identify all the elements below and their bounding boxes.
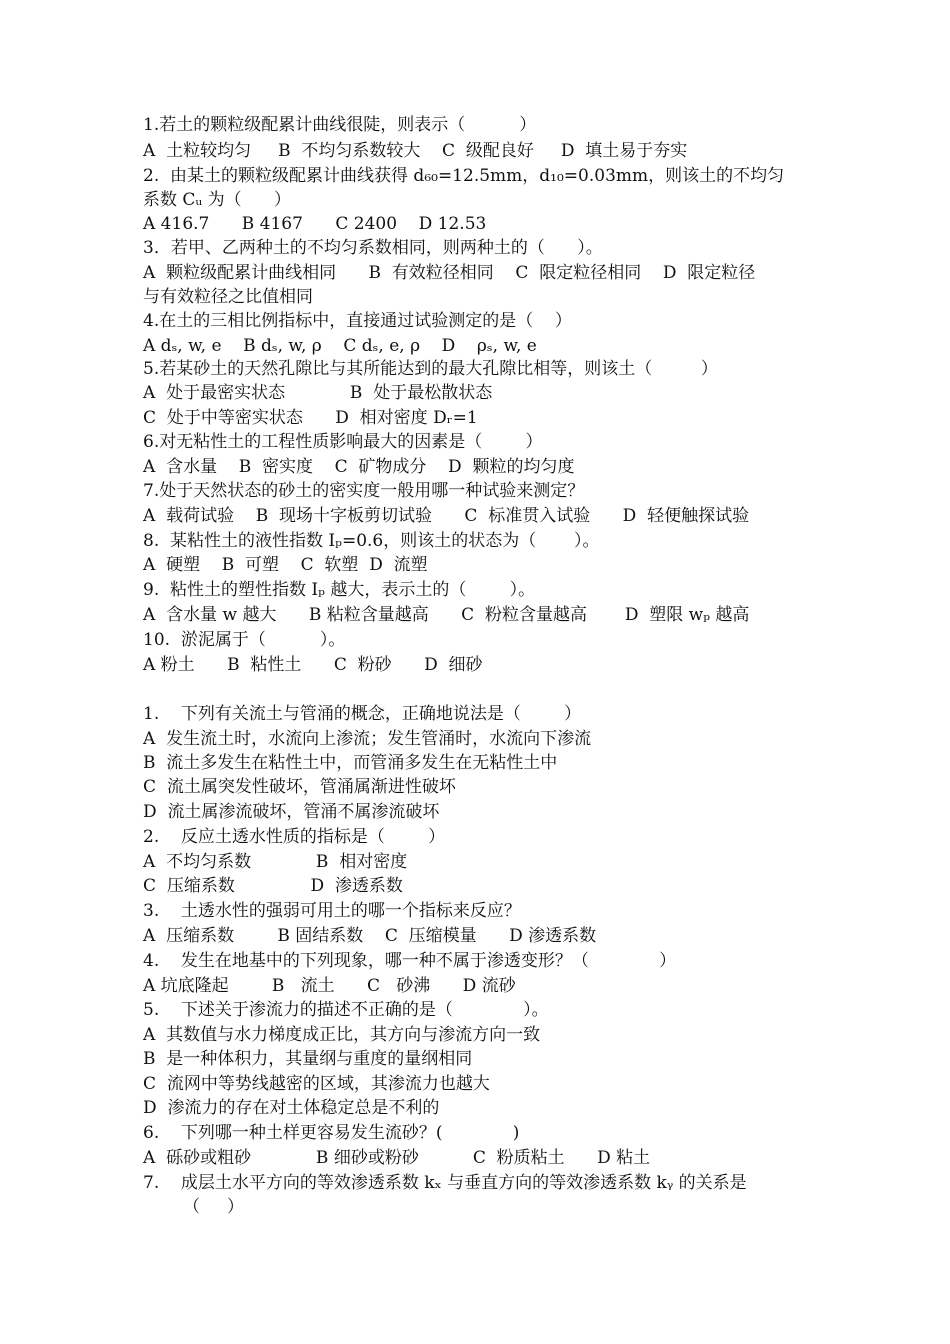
sec2-line: 7. 成层土水平方向的等效渗透系数 kₓ 与垂直方向的等效渗透系数 kᵧ 的关系是: [143, 1173, 747, 1193]
sec2-line: 6. 下列哪一种土样更容易发生流砂？( ): [143, 1123, 520, 1143]
sec1-line: 6.对无粘性土的工程性质影响最大的因素是（ ）: [143, 432, 543, 452]
sec1-line: 5.若某砂土的天然孔隙比与其所能达到的最大孔隙比相等，则该土（ ）: [143, 359, 718, 379]
sec1-line: A 416.7 B 4167 C 2400 D 12.53: [143, 214, 487, 234]
sec1-line: A dₛ, w, e B dₛ, w, ρ C dₛ, e, ρ D ρₛ, w, e: [143, 336, 537, 356]
sec2-line: A 发生流土时，水流向上渗流；发生管涌时，水流向下渗流: [143, 729, 592, 749]
sec2-line: A 压缩系数 B 固结系数 C 压缩模量 D 渗透系数: [143, 926, 597, 946]
sec1-line: 10. 淤泥属于（ ）。: [143, 630, 346, 650]
sec1-line: 与有效粒径之比值相同: [143, 287, 313, 307]
sec2-line: A 其数值与水力梯度成正比，其方向与渗流方向一致: [143, 1025, 541, 1045]
sec1-line: 9. 粘性土的塑性指数 Iₚ 越大，表示土的（ ）。: [143, 580, 536, 600]
sec2-line: 2. 反应土透水性质的指标是（ ）: [143, 827, 446, 847]
sec2-line: C 压缩系数 D 渗透系数: [143, 876, 403, 896]
sec1-line: A 颗粒级配累计曲线相同 B 有效粒径相同 C 限定粒径相同 D 限定粒径: [143, 263, 756, 283]
sec1-line: 3．若甲、乙两种土的不均匀系数相同，则两种土的（ ）。: [143, 238, 603, 258]
sec2-line: （ ）: [183, 1197, 245, 1217]
sec2-line: D 渗流力的存在对土体稳定总是不利的: [143, 1098, 440, 1118]
sec2-line: A 不均匀系数 B 相对密度: [143, 852, 408, 872]
sec1-line: A 土粒较均匀 B 不均匀系数较大 C 级配良好 D 填土易于夯实: [143, 141, 688, 161]
sec1-line: A 硬塑 B 可塑 C 软塑 D 流塑: [143, 555, 428, 575]
sec1-line: A 含水量 B 密实度 C 矿物成分 D 颗粒的均匀度: [143, 457, 575, 477]
sec1-line: 2. 由某土的颗粒级配累计曲线获得 d₆₀=12.5mm，d₁₀=0.03mm，则该土的不均匀: [143, 166, 785, 186]
sec2-line: C 流土属突发性破坏，管涌属渐进性破坏: [143, 777, 456, 797]
sec2-line: B 是一种体积力，其量纲与重度的量纲相同: [143, 1049, 473, 1069]
sec1-line: A 处于最密实状态 B 处于最松散状态: [143, 383, 493, 403]
sec1-line: 4.在土的三相比例指标中，直接通过试验测定的是（ ）: [143, 311, 572, 331]
sec2-line: C 流网中等势线越密的区域，其渗流力也越大: [143, 1074, 490, 1094]
sec2-line: 4. 发生在地基中的下列现象，哪一种不属于渗透变形？（ ）: [143, 951, 677, 971]
sec1-line: A 载荷试验 B 现场十字板剪切试验 C 标准贯入试验 D 轻便触探试验: [143, 506, 750, 526]
sec1-line: 7.处于天然状态的砂土的密实度一般用哪一种试验来测定？: [143, 481, 585, 501]
sec2-line: A 坑底隆起 B 流土 C 砂沸 D 流砂: [143, 976, 516, 996]
sec2-line: 3. 土透水性的强弱可用土的哪一个指标来反应？: [143, 901, 521, 921]
sec2-line: B 流土多发生在粘性土中，而管涌多发生在无粘性土中: [143, 753, 558, 773]
sec2-line: D 流土属渗流破坏，管涌不属渗流破坏: [143, 802, 440, 822]
sec2-line: 5. 下述关于渗流力的描述不正确的是（ ）。: [143, 1000, 549, 1020]
sec2-line: 1. 下列有关流土与管涌的概念，正确地说法是（ ）: [143, 704, 582, 724]
sec1-line: 系数 Cᵤ 为（ ）: [143, 190, 292, 210]
sec1-line: A 粉土 B 粘性土 C 粉砂 D 细砂: [143, 655, 483, 675]
sec1-line: A 含水量 w 越大 B 粘粒含量越高 C 粉粒含量越高 D 塑限 wₚ 越高: [143, 605, 750, 625]
sec1-line: 1.若土的颗粒级配累计曲线很陡，则表示（ ）: [143, 115, 537, 135]
sec1-line: 8. 某粘性土的液性指数 Iₚ=0.6，则该土的状态为（ ）。: [143, 531, 600, 551]
sec1-line: C 处于中等密实状态 D 相对密度 Dᵣ=1: [143, 408, 478, 428]
sec2-line: A 砾砂或粗砂 B 细砂或粉砂 C 粉质粘土 D 粘土: [143, 1148, 651, 1168]
